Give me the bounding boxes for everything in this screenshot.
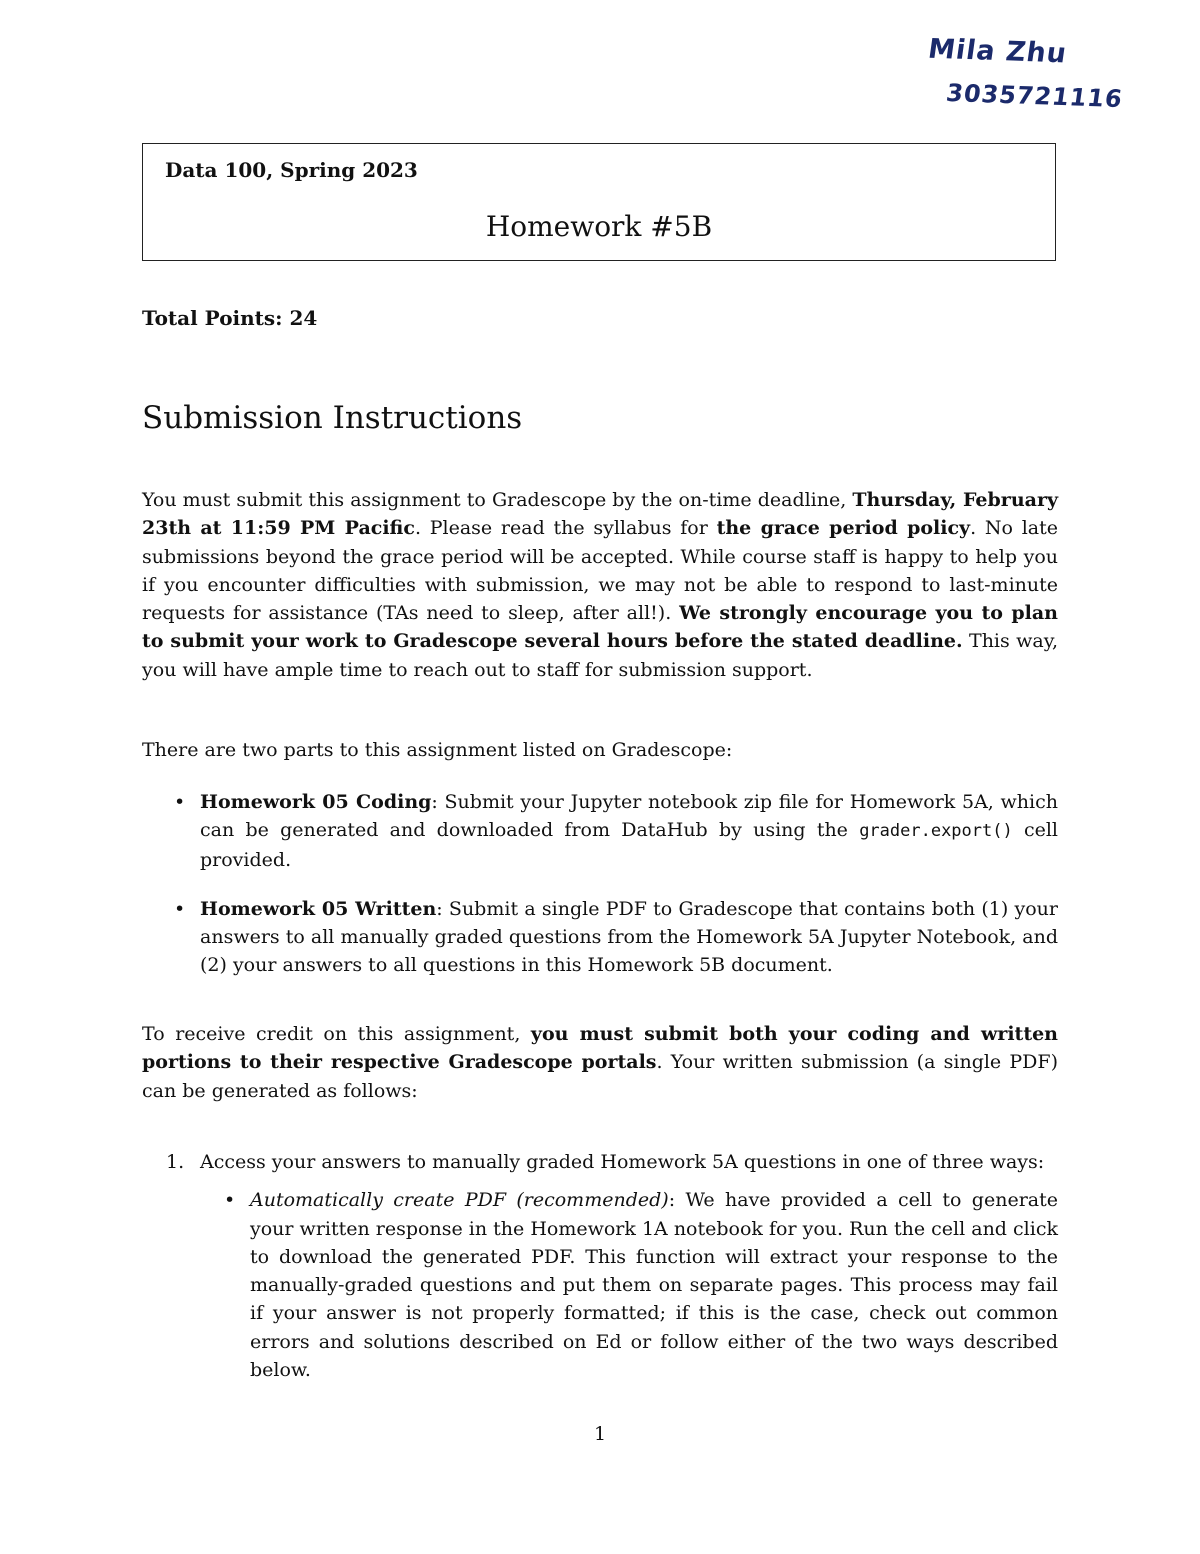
page-number: 1 [593, 1423, 607, 1445]
sub-list-item [200, 1186, 1058, 1384]
intro-paragraph [142, 486, 1058, 684]
steps-list [142, 1148, 1058, 1384]
section-title: Submission Instructions [142, 400, 523, 436]
part-text: : Submit a single PDF to Gradescope that contains both (1) your answers to all manually graded questions from the Homework 5A Jupyter Notebook, and (2) your answers to all questions in this Homework 5B document. [200, 897, 1059, 977]
bullet-icon: • [224, 1189, 236, 1212]
parts-intro: There are two parts to this assignment listed on Gradescope: [142, 739, 733, 761]
sub-item-text: : We have provided a cell to generate your written response in the Homework 1A notebook for you. Run the cell and click to download the generated PDF. This function will extract your response to the manually-graded questions and put them on separate pages. This process may fail if your answer is not properly formatted; if this is the case, check out common errors and solutions described on Ed or follow either of the two ways described below. [250, 1189, 1058, 1382]
homework-title: Homework #5B [485, 210, 713, 243]
course-label: Data 100, Spring 2023 [165, 158, 418, 182]
step-text: Access your answers to manually graded Homework 5A questions in one of three ways: [200, 1151, 1045, 1173]
deadline-text: Thursday, February 23th at 11:59 PM Pacific [142, 489, 1058, 540]
part-text-end: cell provided. [200, 819, 1059, 871]
header-box [142, 143, 1056, 261]
step-item [142, 1148, 1058, 1384]
part-title: Homework 05 Written [200, 897, 437, 920]
intro-text-1: You must submit this assignment to Gradescope by the on-time deadline, [142, 489, 853, 511]
part-title: Homework 05 Coding [200, 791, 432, 813]
bullet-icon: • [174, 897, 186, 920]
sub-item-lead: Automatically create PDF (recommended) [250, 1189, 669, 1212]
sub-list [200, 1186, 1058, 1384]
parts-list [142, 788, 1058, 1001]
list-item [142, 788, 1058, 874]
credit-text-1: To receive credit on this assignment, [142, 1023, 531, 1045]
bullet-icon: • [174, 791, 186, 813]
credit-paragraph [142, 1020, 1058, 1105]
encourage-text: We strongly encourage you to plan to submit your work to Gradescope several hours before the stated deadline. [142, 602, 1058, 653]
intro-text-2: . Please read the syllabus for [414, 517, 717, 540]
credit-text-2: . Your written submission (a single PDF) can be generated as follows: [142, 1051, 1058, 1102]
intro-text-3: . No late submissions beyond the grace period will be accepted. While course staff is happy to help you if you encounter difficulties with submission, we may not be able to respond to last-minute requests for assistance (TAs need to sleep, after all!). [142, 517, 1058, 625]
part-text: : Submit your Jupyter notebook zip file for Homework 5A, which can be generated and downloaded from DataHub by using the [200, 791, 1058, 842]
handwritten-name: Mila Zhu [926, 33, 1069, 70]
intro-text-4: This way, you will have ample time to reach out to staff for submission support. [142, 630, 1058, 681]
handwritten-student-id: 3035721116 [944, 78, 1125, 114]
list-item [142, 895, 1058, 980]
code-snippet: grader.export() [859, 821, 1013, 842]
total-points: Total Points: 24 [142, 306, 318, 330]
credit-emphasis: you must submit both your coding and written portions to their respective Gradescope portals [142, 1023, 1058, 1074]
handwritten-signature [900, 22, 1125, 114]
step-number: 1. [166, 1151, 185, 1173]
grace-period-text: the grace period policy [716, 517, 971, 540]
